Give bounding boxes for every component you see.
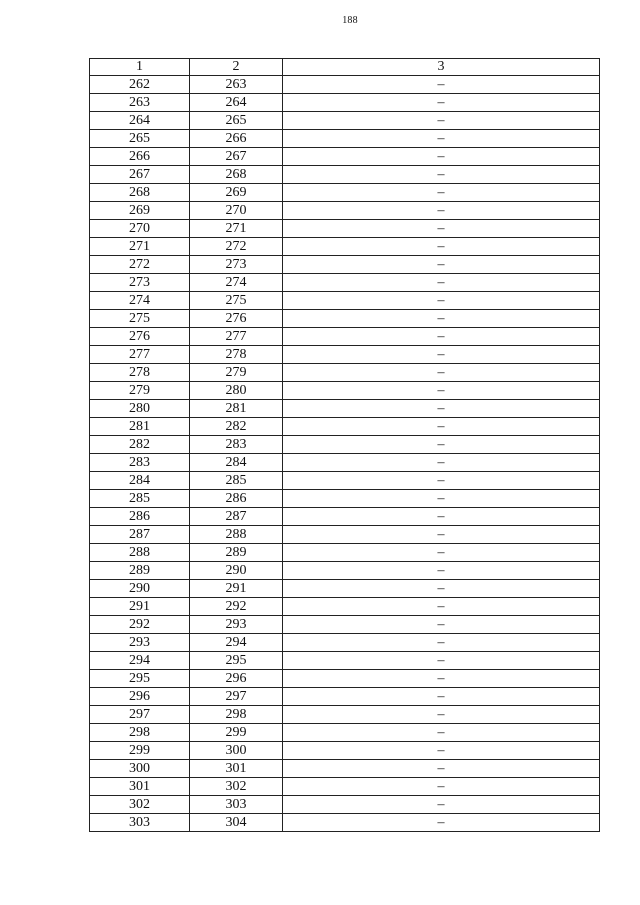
table-cell-col-2: 302 (190, 778, 283, 796)
table-cell-col-2: 264 (190, 94, 283, 112)
table-cell-col-2: 304 (190, 814, 283, 832)
table-cell-col-1: 277 (90, 346, 190, 364)
table-cell-col-2: 290 (190, 562, 283, 580)
table-row (90, 526, 600, 544)
table-cell-col-1: 289 (90, 562, 190, 580)
table-row (90, 634, 600, 652)
table-row (90, 310, 600, 328)
table-cell-col-3: – (283, 742, 600, 760)
table-cell-col-3: – (283, 364, 600, 382)
table-cell-col-2: 285 (190, 472, 283, 490)
table-cell-col-3: – (283, 688, 600, 706)
table-row (90, 706, 600, 724)
table-cell-col-3: – (283, 346, 600, 364)
table-row (90, 238, 600, 256)
table-row (90, 400, 600, 418)
table-cell-col-3: – (283, 652, 600, 670)
table-cell-col-3: – (283, 580, 600, 598)
table-cell-col-2: 301 (190, 760, 283, 778)
table-cell-col-2: 274 (190, 274, 283, 292)
table-cell-col-3: – (283, 400, 600, 418)
table-cell-col-3: – (283, 76, 600, 94)
table-cell-col-1: 262 (90, 76, 190, 94)
table-cell-col-3: – (283, 274, 600, 292)
table-row (90, 742, 600, 760)
table-cell-col-1: 291 (90, 598, 190, 616)
table-cell-col-1: 286 (90, 508, 190, 526)
table-row (90, 274, 600, 292)
table-cell-col-1: 303 (90, 814, 190, 832)
table-cell-col-2: 298 (190, 706, 283, 724)
table-row (90, 562, 600, 580)
table-row (90, 292, 600, 310)
table-cell-col-1: 302 (90, 796, 190, 814)
table-cell-col-1: 275 (90, 310, 190, 328)
table-cell-col-1: 268 (90, 184, 190, 202)
table-header (90, 59, 600, 76)
table-cell-col-2: 271 (190, 220, 283, 238)
table-row (90, 76, 600, 94)
table-cell-col-3: – (283, 634, 600, 652)
table-cell-col-1: 285 (90, 490, 190, 508)
table-cell-col-3: – (283, 472, 600, 490)
table-cell-col-3: – (283, 292, 600, 310)
table-cell-col-1: 272 (90, 256, 190, 274)
table-cell-col-1: 266 (90, 148, 190, 166)
table-cell-col-3: – (283, 202, 600, 220)
table-cell-col-3: – (283, 670, 600, 688)
table-cell-col-1: 271 (90, 238, 190, 256)
table-cell-col-2: 279 (190, 364, 283, 382)
table-cell-col-1: 279 (90, 382, 190, 400)
table-row (90, 418, 600, 436)
table-cell-col-1: 287 (90, 526, 190, 544)
table-cell-col-2: 300 (190, 742, 283, 760)
table-row (90, 148, 600, 166)
table-cell-col-3: – (283, 526, 600, 544)
table-cell-col-1: 295 (90, 670, 190, 688)
table-cell-col-2: 282 (190, 418, 283, 436)
table-cell-col-3: – (283, 760, 600, 778)
table-row (90, 130, 600, 148)
table-cell-col-2: 299 (190, 724, 283, 742)
table-row (90, 544, 600, 562)
table-cell-col-2: 293 (190, 616, 283, 634)
table-cell-col-1: 263 (90, 94, 190, 112)
table-row (90, 382, 600, 400)
table-cell-col-3: – (283, 562, 600, 580)
table-cell-col-3: – (283, 616, 600, 634)
table-cell-col-3: – (283, 796, 600, 814)
table-cell-col-3: – (283, 382, 600, 400)
table-cell-col-3: – (283, 220, 600, 238)
table-cell-col-1: 299 (90, 742, 190, 760)
table-cell-col-1: 280 (90, 400, 190, 418)
table-cell-col-3: – (283, 544, 600, 562)
table-cell-col-1: 269 (90, 202, 190, 220)
table-cell-col-1: 278 (90, 364, 190, 382)
table-cell-col-2: 268 (190, 166, 283, 184)
table-cell-col-1: 273 (90, 274, 190, 292)
table-cell-col-1: 274 (90, 292, 190, 310)
table-row (90, 454, 600, 472)
table-row (90, 472, 600, 490)
table-cell-col-3: – (283, 184, 600, 202)
table-cell-col-1: 290 (90, 580, 190, 598)
table-row (90, 670, 600, 688)
table-row (90, 616, 600, 634)
table-cell-col-1: 298 (90, 724, 190, 742)
table-row (90, 796, 600, 814)
table-cell-col-1: 281 (90, 418, 190, 436)
table-cell-col-3: – (283, 454, 600, 472)
table-cell-col-1: 283 (90, 454, 190, 472)
table-cell-col-2: 286 (190, 490, 283, 508)
table-row (90, 508, 600, 526)
table-cell-col-3: – (283, 130, 600, 148)
table-cell-col-2: 297 (190, 688, 283, 706)
table-row (90, 688, 600, 706)
table-row (90, 652, 600, 670)
table-cell-col-2: 295 (190, 652, 283, 670)
table-cell-col-1: 292 (90, 616, 190, 634)
table-cell-col-3: – (283, 778, 600, 796)
table-row (90, 346, 600, 364)
table-body (90, 76, 600, 832)
table-cell-col-2: 291 (190, 580, 283, 598)
table-cell-col-3: – (283, 724, 600, 742)
table-cell-col-2: 296 (190, 670, 283, 688)
table-cell-col-2: 275 (190, 292, 283, 310)
column-header-2: 2 (190, 59, 283, 76)
table-cell-col-1: 284 (90, 472, 190, 490)
data-table (89, 58, 600, 832)
table-cell-col-2: 288 (190, 526, 283, 544)
table-cell-col-3: – (283, 490, 600, 508)
table-cell-col-3: – (283, 436, 600, 454)
table-cell-col-2: 265 (190, 112, 283, 130)
table-cell-col-2: 280 (190, 382, 283, 400)
table-row (90, 112, 600, 130)
table-row (90, 184, 600, 202)
table-cell-col-2: 278 (190, 346, 283, 364)
table-cell-col-1: 294 (90, 652, 190, 670)
table-row (90, 328, 600, 346)
table-cell-col-1: 297 (90, 706, 190, 724)
table-cell-col-1: 288 (90, 544, 190, 562)
table-row (90, 256, 600, 274)
table-cell-col-2: 276 (190, 310, 283, 328)
page-number: 188 (342, 15, 358, 26)
table-cell-col-2: 303 (190, 796, 283, 814)
table-cell-col-2: 292 (190, 598, 283, 616)
table-cell-col-2: 266 (190, 130, 283, 148)
table-cell-col-2: 294 (190, 634, 283, 652)
table-cell-col-3: – (283, 706, 600, 724)
table-cell-col-3: – (283, 814, 600, 832)
table-cell-col-1: 270 (90, 220, 190, 238)
table-cell-col-1: 276 (90, 328, 190, 346)
table-cell-col-3: – (283, 418, 600, 436)
table-cell-col-3: – (283, 310, 600, 328)
table-cell-col-2: 272 (190, 238, 283, 256)
table-cell-col-1: 301 (90, 778, 190, 796)
table-cell-col-3: – (283, 508, 600, 526)
table-cell-col-3: – (283, 238, 600, 256)
table-cell-col-2: 273 (190, 256, 283, 274)
table-row (90, 436, 600, 454)
table-cell-col-2: 270 (190, 202, 283, 220)
table-cell-col-1: 296 (90, 688, 190, 706)
table-cell-col-1: 293 (90, 634, 190, 652)
table-row (90, 778, 600, 796)
table-row (90, 814, 600, 832)
table-row (90, 490, 600, 508)
table-row (90, 580, 600, 598)
table-row (90, 202, 600, 220)
column-header-3: 3 (283, 59, 600, 76)
table-row (90, 166, 600, 184)
table-row (90, 94, 600, 112)
table-cell-col-3: – (283, 328, 600, 346)
table-cell-col-1: 300 (90, 760, 190, 778)
table-cell-col-1: 265 (90, 130, 190, 148)
table-cell-col-2: 283 (190, 436, 283, 454)
table-cell-col-2: 277 (190, 328, 283, 346)
table-row (90, 220, 600, 238)
table-cell-col-2: 263 (190, 76, 283, 94)
table-row (90, 598, 600, 616)
table-cell-col-2: 267 (190, 148, 283, 166)
table-cell-col-2: 281 (190, 400, 283, 418)
table-row (90, 760, 600, 778)
table-cell-col-3: – (283, 112, 600, 130)
column-header-1: 1 (90, 59, 190, 76)
table-cell-col-3: – (283, 94, 600, 112)
table-cell-col-1: 267 (90, 166, 190, 184)
table-row (90, 724, 600, 742)
table-cell-col-3: – (283, 166, 600, 184)
table-cell-col-2: 269 (190, 184, 283, 202)
table-cell-col-3: – (283, 148, 600, 166)
table-row (90, 364, 600, 382)
header-row (90, 59, 600, 76)
table-cell-col-3: – (283, 598, 600, 616)
table-cell-col-1: 264 (90, 112, 190, 130)
table-cell-col-3: – (283, 256, 600, 274)
table-cell-col-2: 287 (190, 508, 283, 526)
table-cell-col-2: 284 (190, 454, 283, 472)
table-cell-col-2: 289 (190, 544, 283, 562)
table-cell-col-1: 282 (90, 436, 190, 454)
